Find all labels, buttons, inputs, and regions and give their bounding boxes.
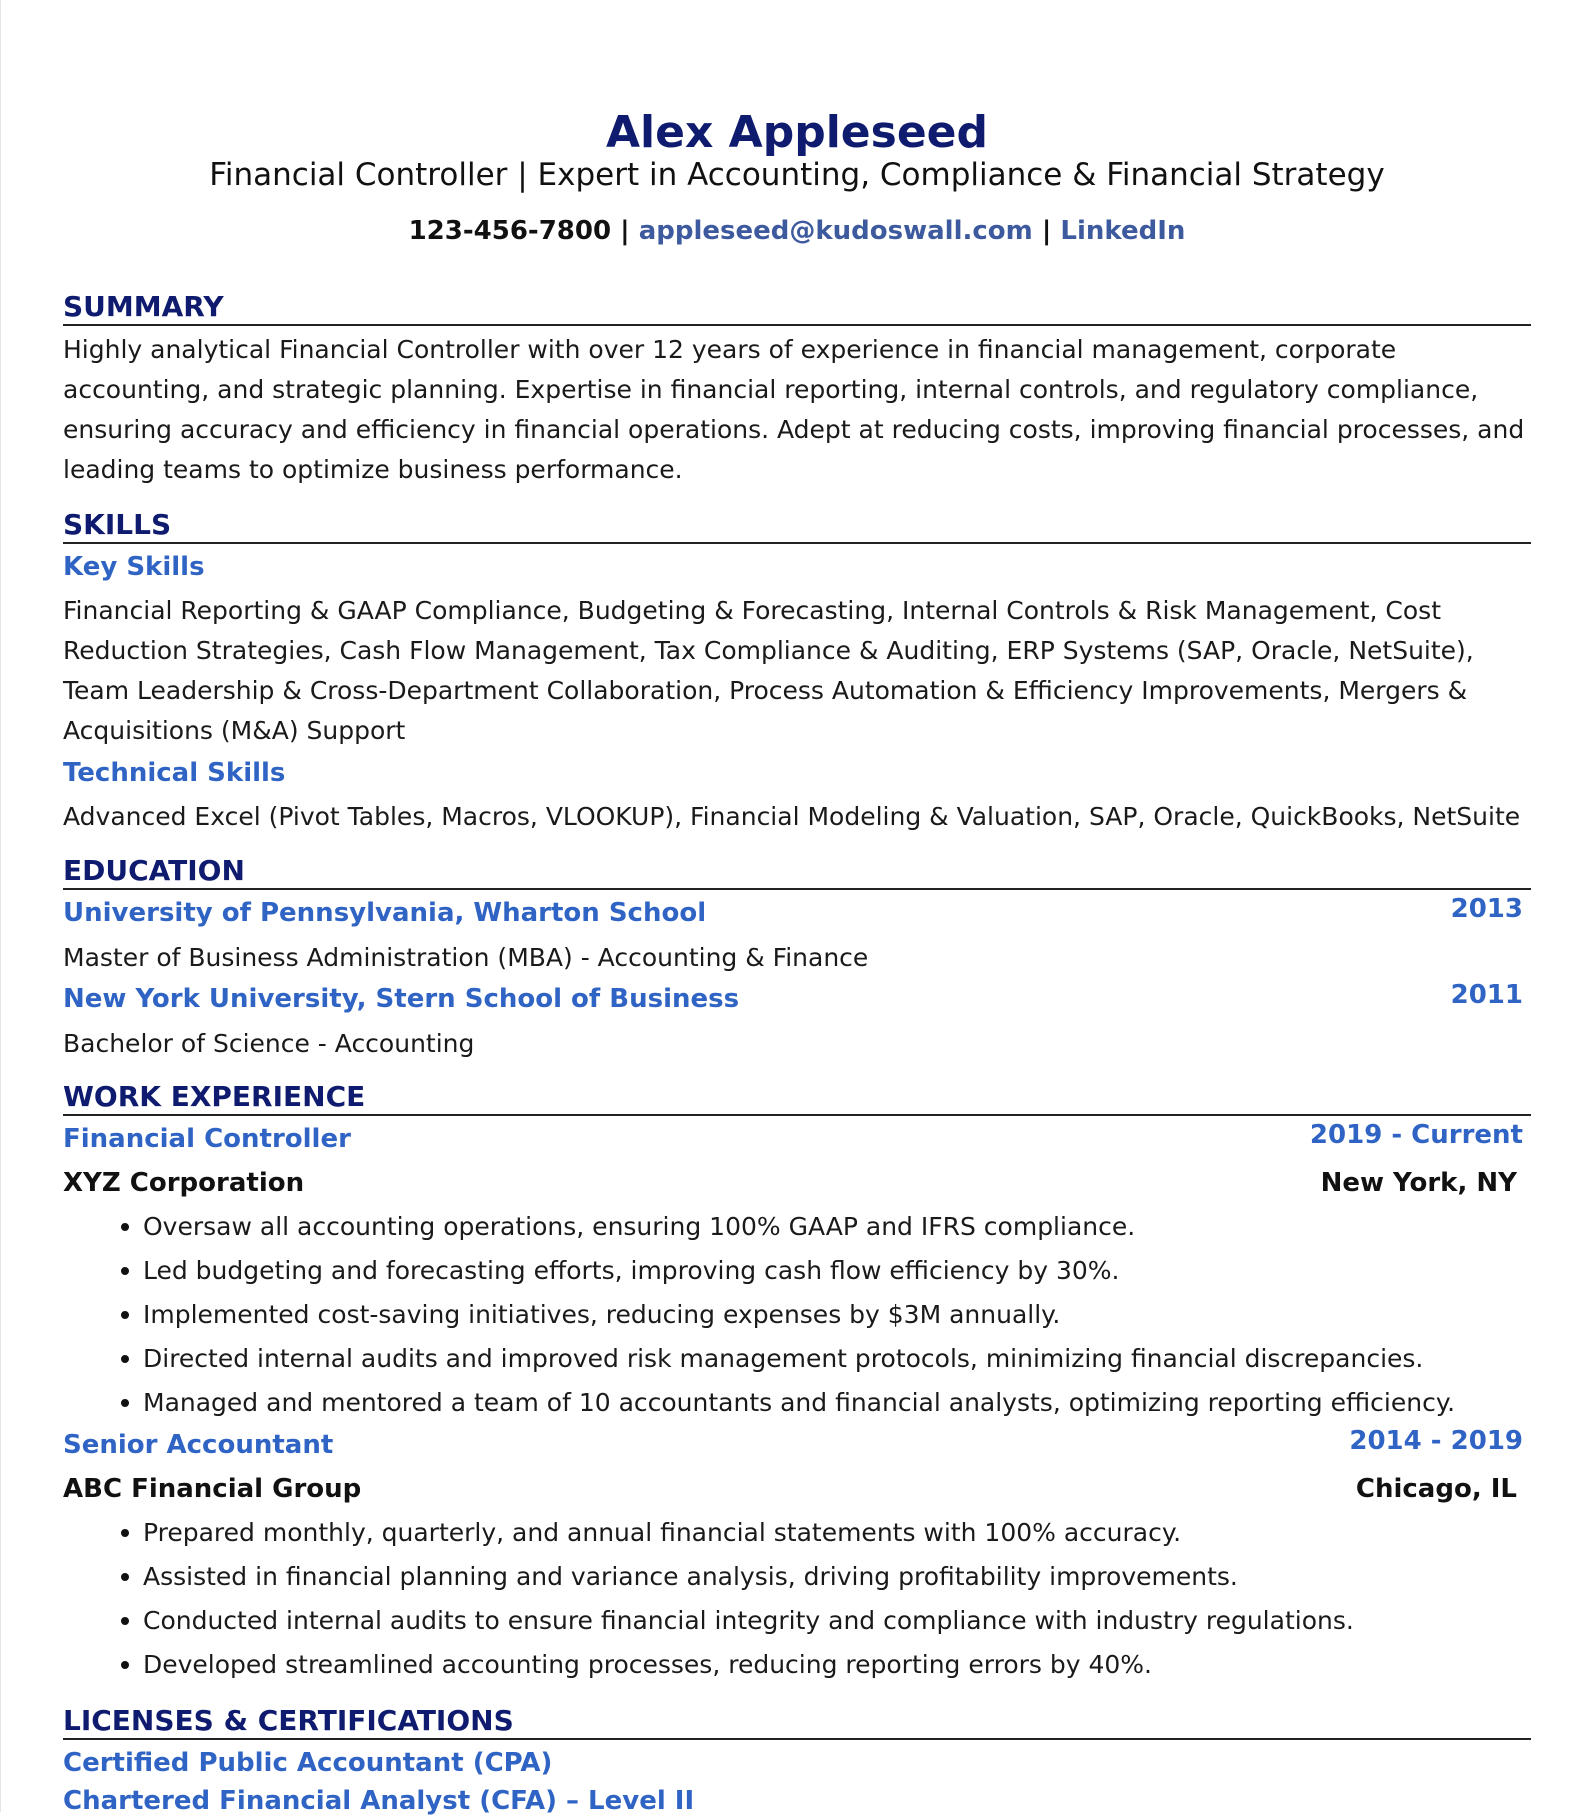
- education-school: University of Pennsylvania, Wharton School: [63, 898, 707, 928]
- job-role: Financial Controller: [63, 1124, 351, 1154]
- summary-heading: SUMMARY: [63, 290, 1531, 326]
- summary-text: Highly analytical Financial Controller with over 12 years of experience in financial management, corporate accounting, and strategic planning. Expertise in financial reporting, internal controls, and regulatory compliance, ensuring accuracy and efficiency in financial operations. Adept at reducing costs, improving financial processes, and leading teams to optimize business performance.: [63, 335, 1525, 484]
- phone-number: 123-456-7800: [408, 216, 612, 246]
- job-bullet: Implemented cost-saving initiatives, reducing expenses by $3M annually.: [143, 1293, 1523, 1337]
- job-dates: 2019 - Current: [1309, 1120, 1523, 1150]
- job-bullet: Conducted internal audits to ensure financial integrity and compliance with industry regulations.: [143, 1599, 1523, 1643]
- job-bullet: Prepared monthly, quarterly, and annual financial statements with 100% accuracy.: [143, 1511, 1523, 1555]
- key-skills-heading: Key Skills: [63, 552, 205, 582]
- licenses-heading: LICENSES & CERTIFICATIONS: [63, 1704, 1531, 1740]
- certification-item: Chartered Financial Analyst (CFA) – Level II: [63, 1786, 695, 1816]
- contact-separator: |: [620, 216, 630, 246]
- education-degree: Master of Business Administration (MBA) - Accounting & Finance: [63, 943, 869, 972]
- job-bullets: [143, 1511, 1523, 1687]
- job-bullet: Oversaw all accounting operations, ensuring 100% GAAP and IFRS compliance.: [143, 1205, 1523, 1249]
- job-bullet: Managed and mentored a team of 10 accountants and financial analysts, optimizing reporting efficiency.: [143, 1381, 1523, 1425]
- candidate-name: Alex Appleseed: [605, 107, 988, 158]
- candidate-tagline: Financial Controller | Expert in Accounting, Compliance & Financial Strategy: [209, 157, 1385, 193]
- job-dates: 2014 - 2019: [1349, 1426, 1523, 1456]
- key-skills-text: Financial Reporting & GAAP Compliance, Budgeting & Forecasting, Internal Controls & Risk Management, Cost Reduction Strategies, Cash Flow Management, Tax Compliance & Auditing, ERP Systems (SAP, Oracle, NetSuite), Team Leadership & Cross-Department Collaboration, Process Automation & Efficiency Improvements, Mergers & Acquisitions (M&A) Support: [63, 596, 1474, 745]
- job-company: ABC Financial Group: [63, 1474, 362, 1504]
- education-year: 2011: [1450, 980, 1523, 1010]
- education-degree: Bachelor of Science - Accounting: [63, 1029, 475, 1058]
- job-bullet: Assisted in financial planning and variance analysis, driving profitability improvements.: [143, 1555, 1523, 1599]
- job-bullet: Led budgeting and forecasting efforts, improving cash flow efficiency by 30%.: [143, 1249, 1523, 1293]
- skills-heading: SKILLS: [63, 508, 1531, 544]
- email-link[interactable]: appleseed@kudoswall.com: [638, 216, 1033, 246]
- technical-skills-text: Advanced Excel (Pivot Tables, Macros, VLOOKUP), Financial Modeling & Valuation, SAP, Oracle, QuickBooks, NetSuite: [63, 802, 1521, 831]
- job-location: New York, NY: [1320, 1168, 1517, 1198]
- job-role: Senior Accountant: [63, 1430, 334, 1460]
- work-heading: WORK EXPERIENCE: [63, 1080, 1531, 1116]
- contact-line: [63, 214, 1531, 248]
- education-heading: EDUCATION: [63, 854, 1531, 890]
- job-bullet: Directed internal audits and improved risk management protocols, minimizing financial discrepancies.: [143, 1337, 1523, 1381]
- job-bullets: [143, 1205, 1523, 1425]
- contact-separator: |: [1041, 216, 1052, 246]
- job-bullet: Developed streamlined accounting processes, reducing reporting errors by 40%.: [143, 1643, 1523, 1687]
- education-school: New York University, Stern School of Business: [63, 984, 740, 1014]
- education-year: 2013: [1450, 894, 1523, 924]
- technical-skills-heading: Technical Skills: [63, 758, 286, 788]
- job-location: Chicago, IL: [1355, 1474, 1517, 1504]
- certification-item: Certified Public Accountant (CPA): [63, 1748, 553, 1778]
- job-company: XYZ Corporation: [63, 1168, 305, 1198]
- linkedin-link[interactable]: LinkedIn: [1060, 216, 1186, 246]
